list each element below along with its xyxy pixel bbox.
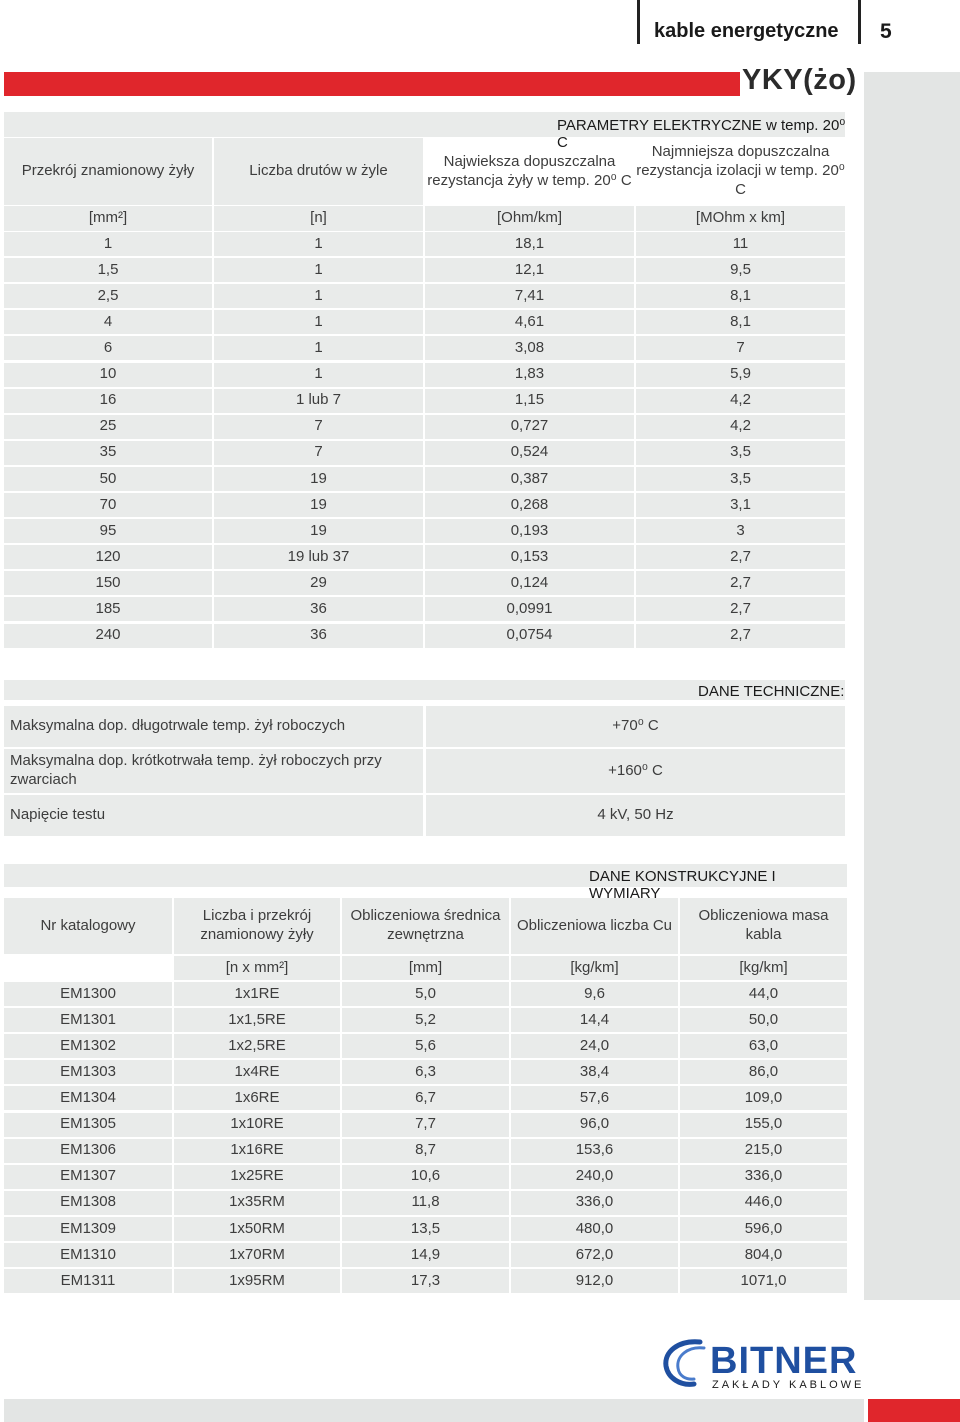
- electrical-cell: 0,153: [425, 545, 634, 569]
- electrical-cell: 2,7: [636, 597, 845, 621]
- construction-cell: EM1308: [4, 1191, 172, 1215]
- logo-tagline: ZAKŁADY KABLOWE: [712, 1379, 865, 1391]
- construction-header-4: Obliczeniowa masa kabla: [680, 898, 847, 954]
- page-number: 5: [880, 20, 892, 43]
- product-name: YKY(żo): [740, 64, 861, 97]
- construction-cell: 912,0: [511, 1269, 678, 1293]
- electrical-cell: 9,5: [636, 258, 845, 282]
- construction-cell: 153,6: [511, 1139, 678, 1163]
- electrical-cell: 1: [214, 284, 423, 308]
- construction-cell: 7,7: [342, 1113, 509, 1137]
- construction-cell: 1x70RM: [174, 1243, 340, 1267]
- footer-red-band: [868, 1399, 960, 1422]
- electrical-cell: 12,1: [425, 258, 634, 282]
- electrical-cell: 1: [214, 232, 423, 256]
- electrical-cell: 0,0754: [425, 624, 634, 648]
- construction-cell: 17,3: [342, 1269, 509, 1293]
- construction-title: DANE KONSTRUKCYJNE I WYMIARY: [589, 868, 776, 902]
- construction-header-2: Obliczeniowa średnica zewnętrzna: [342, 898, 509, 954]
- technical-title: DANE TECHNICZNE:: [698, 683, 845, 700]
- technical-value: +70⁰ C: [426, 706, 845, 747]
- construction-cell: 672,0: [511, 1243, 678, 1267]
- electrical-cell: 2,7: [636, 545, 845, 569]
- electrical-cell: 3,08: [425, 336, 634, 360]
- electrical-cell: 35: [4, 441, 212, 465]
- construction-cell: EM1306: [4, 1139, 172, 1163]
- construction-cell: 10,6: [342, 1165, 509, 1189]
- electrical-cell: 3,1: [636, 493, 845, 517]
- construction-cell: 13,5: [342, 1217, 509, 1241]
- construction-cell: 14,4: [511, 1008, 678, 1032]
- electrical-title: PARAMETRY ELEKTRYCZNE w temp. 20⁰ C: [557, 117, 846, 151]
- construction-header-0: Nr katalogowy: [4, 898, 172, 954]
- construction-cell: 215,0: [680, 1139, 847, 1163]
- construction-cell: 24,0: [511, 1034, 678, 1058]
- construction-cell: 5,2: [342, 1008, 509, 1032]
- electrical-unit-3: [MOhm x km]: [636, 206, 845, 231]
- footer-gray-band: [4, 1399, 864, 1422]
- construction-cell: EM1309: [4, 1217, 172, 1241]
- logo-brand: BITNER: [710, 1340, 858, 1382]
- construction-cell: 1071,0: [680, 1269, 847, 1293]
- electrical-cell: 2,5: [4, 284, 212, 308]
- electrical-header-0: Przekrój znamionowy żyły: [4, 138, 212, 205]
- construction-cell: 1x16RE: [174, 1139, 340, 1163]
- electrical-cell: 7,41: [425, 284, 634, 308]
- electrical-cell: 1,83: [425, 363, 634, 387]
- electrical-cell: 0,727: [425, 415, 634, 439]
- electrical-cell: 1: [4, 232, 212, 256]
- construction-cell: 1x10RE: [174, 1113, 340, 1137]
- electrical-cell: 50: [4, 467, 212, 491]
- electrical-cell: 4,2: [636, 415, 845, 439]
- construction-unit-4: [kg/km]: [680, 956, 847, 980]
- electrical-cell: 1,15: [425, 389, 634, 413]
- electrical-cell: 0,124: [425, 571, 634, 595]
- construction-cell: 86,0: [680, 1060, 847, 1084]
- electrical-cell: 185: [4, 597, 212, 621]
- electrical-cell: 1,5: [4, 258, 212, 282]
- construction-unit-0: [4, 956, 172, 980]
- electrical-cell: 36: [214, 624, 423, 648]
- construction-cell: 57,6: [511, 1086, 678, 1110]
- construction-cell: 38,4: [511, 1060, 678, 1084]
- construction-cell: 336,0: [511, 1191, 678, 1215]
- electrical-cell: 120: [4, 545, 212, 569]
- electrical-cell: 240: [4, 624, 212, 648]
- construction-cell: 336,0: [680, 1165, 847, 1189]
- construction-cell: EM1310: [4, 1243, 172, 1267]
- construction-cell: EM1307: [4, 1165, 172, 1189]
- electrical-cell: 0,193: [425, 519, 634, 543]
- construction-cell: EM1303: [4, 1060, 172, 1084]
- electrical-cell: 7: [214, 415, 423, 439]
- electrical-cell: 1: [214, 336, 423, 360]
- construction-cell: 6,3: [342, 1060, 509, 1084]
- electrical-cell: 0,524: [425, 441, 634, 465]
- technical-value: +160⁰ C: [426, 749, 845, 793]
- construction-cell: 9,6: [511, 982, 678, 1006]
- construction-cell: 63,0: [680, 1034, 847, 1058]
- construction-cell: 14,9: [342, 1243, 509, 1267]
- electrical-cell: 6: [4, 336, 212, 360]
- electrical-cell: 19: [214, 467, 423, 491]
- construction-cell: 446,0: [680, 1191, 847, 1215]
- electrical-header-3: Najmniejsza dopuszczalna rezystancja izolacji w temp. 20⁰ C: [636, 138, 845, 205]
- electrical-cell: 7: [214, 441, 423, 465]
- swoosh-icon: [660, 1336, 714, 1390]
- electrical-cell: 1: [214, 363, 423, 387]
- accent-red-band: [4, 72, 847, 96]
- electrical-cell: 19: [214, 519, 423, 543]
- construction-header-1: Liczba i przekrój znamionowy żyły: [174, 898, 340, 954]
- electrical-header-2: Najwieksza dopuszczalna rezystancja żyły w temp. 20⁰ C: [425, 138, 634, 205]
- construction-cell: 8,7: [342, 1139, 509, 1163]
- construction-cell: 480,0: [511, 1217, 678, 1241]
- construction-cell: 11,8: [342, 1191, 509, 1215]
- header-divider-right: [858, 0, 861, 44]
- electrical-cell: 4,2: [636, 389, 845, 413]
- electrical-cell: 7: [636, 336, 845, 360]
- section-header-title: kable energetyczne: [654, 20, 839, 42]
- construction-cell: 1x50RM: [174, 1217, 340, 1241]
- header-divider-left: [637, 0, 640, 44]
- electrical-cell: 19 lub 37: [214, 545, 423, 569]
- electrical-cell: 5,9: [636, 363, 845, 387]
- electrical-cell: 0,268: [425, 493, 634, 517]
- electrical-cell: 1: [214, 310, 423, 334]
- electrical-cell: 2,7: [636, 571, 845, 595]
- electrical-unit-1: [n]: [214, 206, 423, 231]
- construction-unit-2: [mm]: [342, 956, 509, 980]
- electrical-cell: 4: [4, 310, 212, 334]
- electrical-unit-0: [mm²]: [4, 206, 212, 231]
- construction-cell: EM1300: [4, 982, 172, 1006]
- electrical-cell: 8,1: [636, 310, 845, 334]
- electrical-cell: 10: [4, 363, 212, 387]
- electrical-cell: 1 lub 7: [214, 389, 423, 413]
- construction-cell: 596,0: [680, 1217, 847, 1241]
- electrical-cell: 95: [4, 519, 212, 543]
- electrical-cell: 70: [4, 493, 212, 517]
- electrical-cell: 2,7: [636, 624, 845, 648]
- construction-cell: 240,0: [511, 1165, 678, 1189]
- electrical-cell: 0,387: [425, 467, 634, 491]
- construction-unit-3: [kg/km]: [511, 956, 678, 980]
- construction-cell: EM1305: [4, 1113, 172, 1137]
- electrical-cell: 0,0991: [425, 597, 634, 621]
- electrical-cell: 19: [214, 493, 423, 517]
- construction-cell: 1x25RE: [174, 1165, 340, 1189]
- technical-label: Napięcie testu: [4, 795, 423, 836]
- construction-cell: 1x1,5RE: [174, 1008, 340, 1032]
- electrical-cell: 29: [214, 571, 423, 595]
- construction-cell: 1x1RE: [174, 982, 340, 1006]
- side-gray-band: [864, 72, 960, 1300]
- construction-cell: EM1311: [4, 1269, 172, 1293]
- electrical-cell: 150: [4, 571, 212, 595]
- electrical-cell: 3,5: [636, 467, 845, 491]
- technical-label: Maksymalna dop. długotrwale temp. żył roboczych: [4, 706, 423, 747]
- construction-cell: 1x95RM: [174, 1269, 340, 1293]
- construction-cell: 109,0: [680, 1086, 847, 1110]
- construction-cell: 155,0: [680, 1113, 847, 1137]
- construction-cell: 50,0: [680, 1008, 847, 1032]
- construction-cell: 6,7: [342, 1086, 509, 1110]
- electrical-cell: 8,1: [636, 284, 845, 308]
- electrical-cell: 4,61: [425, 310, 634, 334]
- electrical-cell: 25: [4, 415, 212, 439]
- electrical-header-1: Liczba drutów w żyle: [214, 138, 423, 205]
- electrical-cell: 16: [4, 389, 212, 413]
- construction-header-3: Obliczeniowa liczba Cu: [511, 898, 678, 954]
- construction-cell: 5,6: [342, 1034, 509, 1058]
- electrical-unit-2: [Ohm/km]: [425, 206, 634, 231]
- electrical-cell: 11: [636, 232, 845, 256]
- construction-cell: EM1301: [4, 1008, 172, 1032]
- construction-cell: 5,0: [342, 982, 509, 1006]
- electrical-cell: 3,5: [636, 441, 845, 465]
- construction-cell: 96,0: [511, 1113, 678, 1137]
- technical-value: 4 kV, 50 Hz: [426, 795, 845, 836]
- construction-cell: 44,0: [680, 982, 847, 1006]
- technical-label: Maksymalna dop. krótkotrwała temp. żył roboczych przy zwarciach: [4, 749, 423, 793]
- electrical-cell: 1: [214, 258, 423, 282]
- construction-cell: 1x6RE: [174, 1086, 340, 1110]
- electrical-cell: 18,1: [425, 232, 634, 256]
- electrical-cell: 3: [636, 519, 845, 543]
- construction-cell: 1x35RM: [174, 1191, 340, 1215]
- construction-cell: EM1302: [4, 1034, 172, 1058]
- construction-cell: 1x4RE: [174, 1060, 340, 1084]
- construction-unit-1: [n x mm²]: [174, 956, 340, 980]
- construction-cell: 1x2,5RE: [174, 1034, 340, 1058]
- construction-cell: 804,0: [680, 1243, 847, 1267]
- construction-cell: EM1304: [4, 1086, 172, 1110]
- electrical-cell: 36: [214, 597, 423, 621]
